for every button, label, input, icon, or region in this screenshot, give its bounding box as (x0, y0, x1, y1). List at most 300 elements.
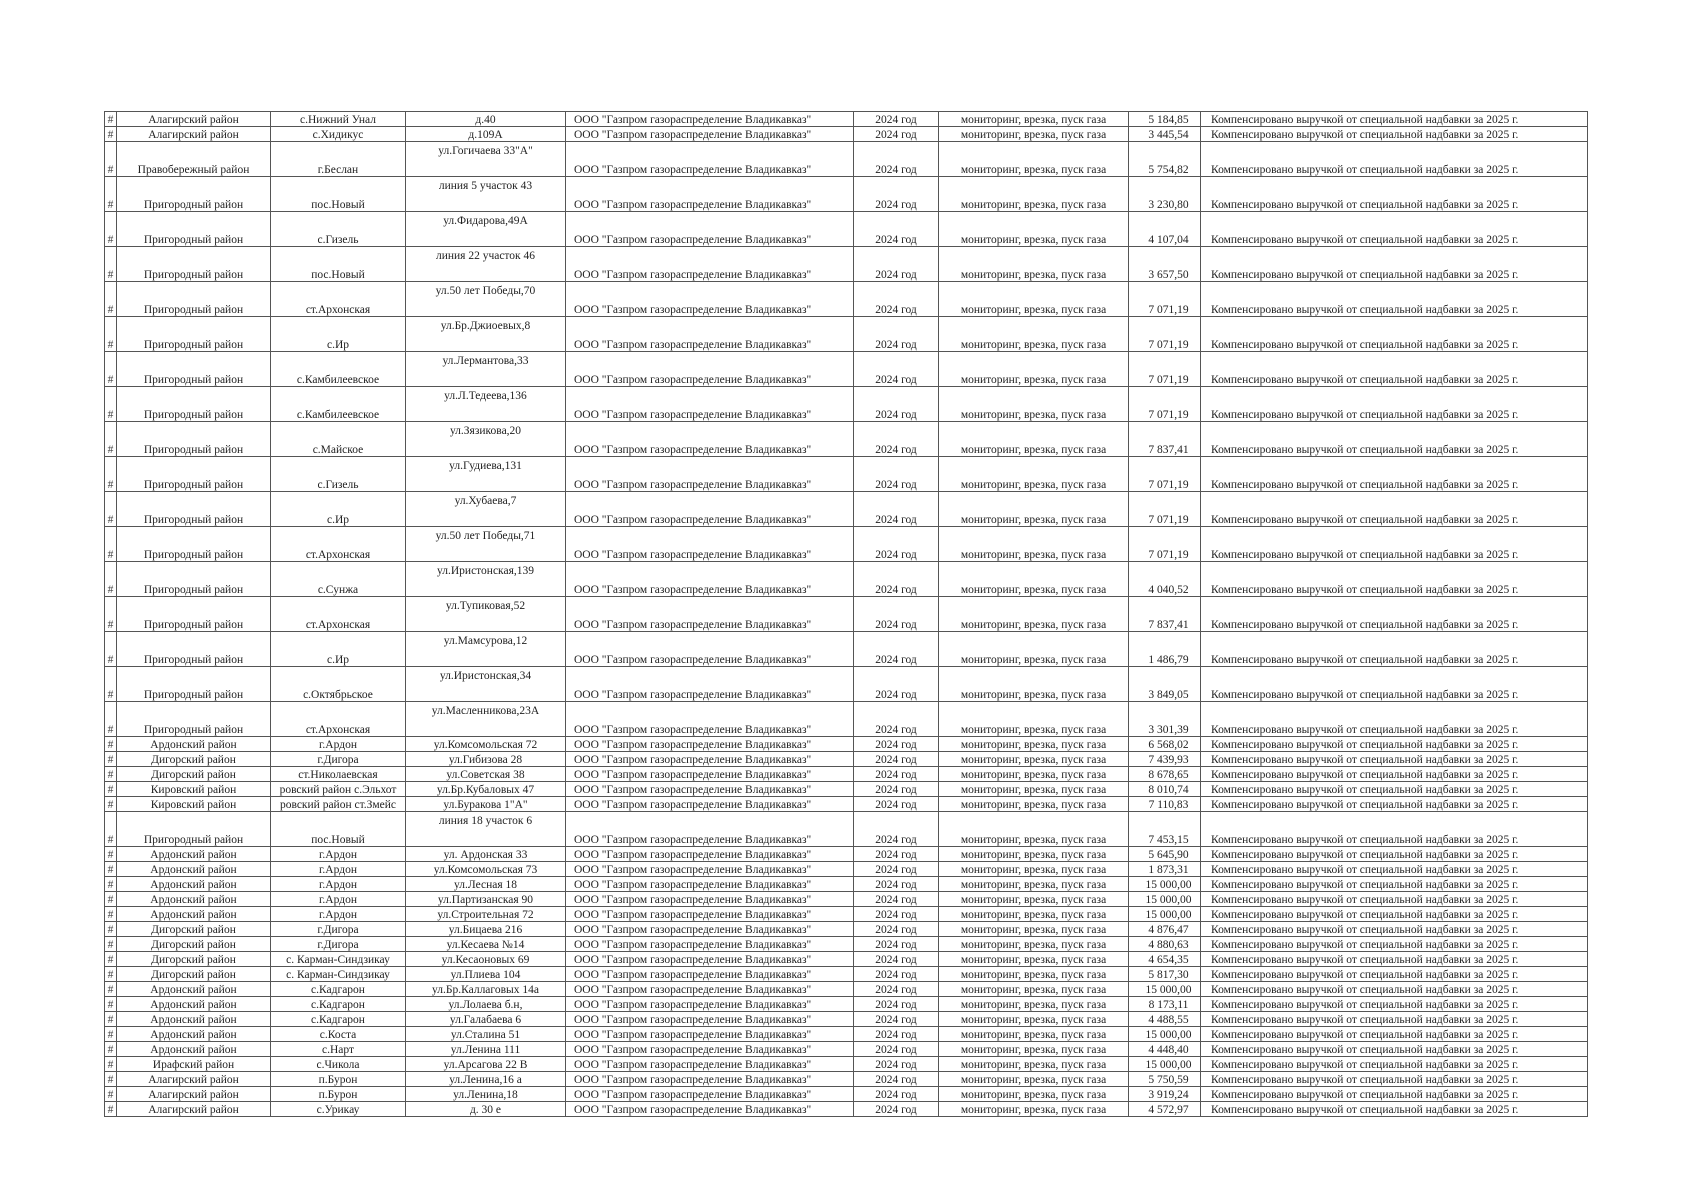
row-number-cell: # (105, 632, 117, 667)
note-cell: Компенсировано выручкой от специальной надбавки за 2025 г. (1201, 282, 1588, 317)
organization-cell: ООО "Газпром газораспределение Владикавказ" (566, 922, 854, 937)
organization-cell: ООО "Газпром газораспределение Владикавказ" (566, 847, 854, 862)
work-type-cell: мониторинг, врезка, пуск газа (939, 1012, 1129, 1027)
organization-cell: ООО "Газпром газораспределение Владикавказ" (566, 702, 854, 737)
work-type-cell: мониторинг, врезка, пуск газа (939, 527, 1129, 562)
address-cell: ул.Иристонская,139 (406, 562, 566, 597)
amount-cell: 5 184,85 (1129, 112, 1201, 127)
row-number-cell: # (105, 527, 117, 562)
work-type-cell: мониторинг, врезка, пуск газа (939, 997, 1129, 1012)
district-cell: Пригородный район (117, 702, 271, 737)
organization-cell: ООО "Газпром газораспределение Владикавказ" (566, 812, 854, 847)
amount-cell: 4 654,35 (1129, 952, 1201, 967)
district-cell: Пригородный район (117, 422, 271, 457)
settlement-cell: с. Карман-Синдзикау (271, 952, 406, 967)
table-row (105, 112, 1588, 127)
work-type-cell: мониторинг, врезка, пуск газа (939, 422, 1129, 457)
year-cell: 2024 год (854, 212, 939, 247)
table-row (105, 387, 1588, 422)
address-cell: ул.Плиева 104 (406, 967, 566, 982)
table-row (105, 1027, 1588, 1042)
table-row (105, 907, 1588, 922)
table-row (105, 797, 1588, 812)
work-type-cell: мониторинг, врезка, пуск газа (939, 177, 1129, 212)
amount-cell: 7 837,41 (1129, 597, 1201, 632)
district-cell: Пригородный район (117, 352, 271, 387)
district-cell: Алагирский район (117, 1072, 271, 1087)
address-cell: ул.Иристонская,34 (406, 667, 566, 702)
work-type-cell: мониторинг, врезка, пуск газа (939, 457, 1129, 492)
district-cell: Ардонский район (117, 862, 271, 877)
work-type-cell: мониторинг, врезка, пуск газа (939, 1027, 1129, 1042)
row-number-cell: # (105, 562, 117, 597)
organization-cell: ООО "Газпром газораспределение Владикавказ" (566, 1027, 854, 1042)
gas-connection-table (104, 111, 1588, 1117)
note-cell: Компенсировано выручкой от специальной надбавки за 2025 г. (1201, 1102, 1588, 1117)
organization-cell: ООО "Газпром газораспределение Владикавказ" (566, 492, 854, 527)
settlement-cell: с.Кадгарон (271, 982, 406, 997)
note-cell: Компенсировано выручкой от специальной надбавки за 2025 г. (1201, 862, 1588, 877)
year-cell: 2024 год (854, 1042, 939, 1057)
amount-cell: 8 678,65 (1129, 767, 1201, 782)
row-number-cell: # (105, 877, 117, 892)
work-type-cell: мониторинг, врезка, пуск газа (939, 127, 1129, 142)
amount-cell: 4 040,52 (1129, 562, 1201, 597)
row-number-cell: # (105, 352, 117, 387)
district-cell: Ардонский район (117, 847, 271, 862)
table-row (105, 492, 1588, 527)
amount-cell: 4 876,47 (1129, 922, 1201, 937)
settlement-cell: с.Нижний Унал (271, 112, 406, 127)
amount-cell: 5 645,90 (1129, 847, 1201, 862)
work-type-cell: мониторинг, врезка, пуск газа (939, 112, 1129, 127)
work-type-cell: мониторинг, врезка, пуск газа (939, 247, 1129, 282)
settlement-cell: с.Камбилеевское (271, 352, 406, 387)
row-number-cell: # (105, 907, 117, 922)
year-cell: 2024 год (854, 997, 939, 1012)
work-type-cell: мониторинг, врезка, пуск газа (939, 492, 1129, 527)
note-cell: Компенсировано выручкой от специальной надбавки за 2025 г. (1201, 702, 1588, 737)
row-number-cell: # (105, 127, 117, 142)
amount-cell: 8 173,11 (1129, 997, 1201, 1012)
organization-cell: ООО "Газпром газораспределение Владикавказ" (566, 797, 854, 812)
district-cell: Алагирский район (117, 1102, 271, 1117)
settlement-cell: ст.Архонская (271, 597, 406, 632)
note-cell: Компенсировано выручкой от специальной надбавки за 2025 г. (1201, 892, 1588, 907)
amount-cell: 7 071,19 (1129, 527, 1201, 562)
district-cell: Ардонский район (117, 997, 271, 1012)
table-row (105, 952, 1588, 967)
organization-cell: ООО "Газпром газораспределение Владикавказ" (566, 997, 854, 1012)
district-cell: Пригородный район (117, 212, 271, 247)
address-cell: ул.Кесаева №14 (406, 937, 566, 952)
table-row (105, 892, 1588, 907)
address-cell: ул.Бицаева 216 (406, 922, 566, 937)
table-row (105, 177, 1588, 212)
settlement-cell: пос.Новый (271, 812, 406, 847)
table-row (105, 352, 1588, 387)
note-cell: Компенсировано выручкой от специальной надбавки за 2025 г. (1201, 922, 1588, 937)
organization-cell: ООО "Газпром газораспределение Владикавказ" (566, 317, 854, 352)
organization-cell: ООО "Газпром газораспределение Владикавказ" (566, 177, 854, 212)
note-cell: Компенсировано выручкой от специальной надбавки за 2025 г. (1201, 142, 1588, 177)
year-cell: 2024 год (854, 782, 939, 797)
note-cell: Компенсировано выручкой от специальной надбавки за 2025 г. (1201, 457, 1588, 492)
district-cell: Ардонский район (117, 907, 271, 922)
district-cell: Пригородный район (117, 177, 271, 212)
work-type-cell: мониторинг, врезка, пуск газа (939, 737, 1129, 752)
work-type-cell: мониторинг, врезка, пуск газа (939, 282, 1129, 317)
settlement-cell: ст.Архонская (271, 282, 406, 317)
district-cell: Дигорский район (117, 952, 271, 967)
note-cell: Компенсировано выручкой от специальной надбавки за 2025 г. (1201, 527, 1588, 562)
work-type-cell: мониторинг, врезка, пуск газа (939, 212, 1129, 247)
table-row (105, 982, 1588, 997)
district-cell: Дигорский район (117, 937, 271, 952)
settlement-cell: с.Камбилеевское (271, 387, 406, 422)
address-cell: ул.Партизанская 90 (406, 892, 566, 907)
work-type-cell: мониторинг, врезка, пуск газа (939, 952, 1129, 967)
amount-cell: 6 568,02 (1129, 737, 1201, 752)
address-cell: ул.Строительная 72 (406, 907, 566, 922)
table-row (105, 282, 1588, 317)
row-number-cell: # (105, 667, 117, 702)
organization-cell: ООО "Газпром газораспределение Владикавказ" (566, 112, 854, 127)
organization-cell: ООО "Газпром газораспределение Владикавказ" (566, 142, 854, 177)
note-cell: Компенсировано выручкой от специальной надбавки за 2025 г. (1201, 112, 1588, 127)
amount-cell: 3 657,50 (1129, 247, 1201, 282)
note-cell: Компенсировано выручкой от специальной надбавки за 2025 г. (1201, 767, 1588, 782)
settlement-cell: с.Кадгарон (271, 997, 406, 1012)
row-number-cell: # (105, 1072, 117, 1087)
organization-cell: ООО "Газпром газораспределение Владикавказ" (566, 562, 854, 597)
organization-cell: ООО "Газпром газораспределение Владикавказ" (566, 422, 854, 457)
amount-cell: 1 873,31 (1129, 862, 1201, 877)
amount-cell: 3 230,80 (1129, 177, 1201, 212)
amount-cell: 4 880,63 (1129, 937, 1201, 952)
row-number-cell: # (105, 457, 117, 492)
amount-cell: 3 849,05 (1129, 667, 1201, 702)
work-type-cell: мониторинг, врезка, пуск газа (939, 387, 1129, 422)
note-cell: Компенсировано выручкой от специальной надбавки за 2025 г. (1201, 1012, 1588, 1027)
organization-cell: ООО "Газпром газораспределение Владикавказ" (566, 967, 854, 982)
table-row (105, 767, 1588, 782)
address-cell: ул.Ленина 111 (406, 1042, 566, 1057)
amount-cell: 4 107,04 (1129, 212, 1201, 247)
district-cell: Пригородный район (117, 317, 271, 352)
settlement-cell: с.Хидикус (271, 127, 406, 142)
district-cell: Пригородный район (117, 282, 271, 317)
settlement-cell: с.Гизель (271, 212, 406, 247)
amount-cell: 1 486,79 (1129, 632, 1201, 667)
settlement-cell: с. Карман-Синдзикау (271, 967, 406, 982)
note-cell: Компенсировано выручкой от специальной надбавки за 2025 г. (1201, 352, 1588, 387)
organization-cell: ООО "Газпром газораспределение Владикавказ" (566, 527, 854, 562)
row-number-cell: # (105, 797, 117, 812)
year-cell: 2024 год (854, 847, 939, 862)
address-cell: ул.Бр.Кубаловых 47 (406, 782, 566, 797)
organization-cell: ООО "Газпром газораспределение Владикавказ" (566, 1102, 854, 1117)
address-cell: ул.Масленникова,23А (406, 702, 566, 737)
address-cell: ул.Гибизова 28 (406, 752, 566, 767)
settlement-cell: ровский район ст.Змейс (271, 797, 406, 812)
year-cell: 2024 год (854, 1027, 939, 1042)
settlement-cell: г.Ардон (271, 847, 406, 862)
work-type-cell: мониторинг, врезка, пуск газа (939, 877, 1129, 892)
table-row (105, 247, 1588, 282)
row-number-cell: # (105, 492, 117, 527)
settlement-cell: г.Ардон (271, 892, 406, 907)
amount-cell: 7 071,19 (1129, 352, 1201, 387)
row-number-cell: # (105, 112, 117, 127)
settlement-cell: с.Урикау (271, 1102, 406, 1117)
row-number-cell: # (105, 422, 117, 457)
amount-cell: 7 453,15 (1129, 812, 1201, 847)
address-cell: ул.Лермантова,33 (406, 352, 566, 387)
organization-cell: ООО "Газпром газораспределение Владикавказ" (566, 387, 854, 422)
work-type-cell: мониторинг, врезка, пуск газа (939, 847, 1129, 862)
district-cell: Пригородный район (117, 667, 271, 702)
note-cell: Компенсировано выручкой от специальной надбавки за 2025 г. (1201, 632, 1588, 667)
note-cell: Компенсировано выручкой от специальной надбавки за 2025 г. (1201, 1057, 1588, 1072)
year-cell: 2024 год (854, 597, 939, 632)
table-row (105, 142, 1588, 177)
work-type-cell: мониторинг, врезка, пуск газа (939, 907, 1129, 922)
organization-cell: ООО "Газпром газораспределение Владикавказ" (566, 907, 854, 922)
organization-cell: ООО "Газпром газораспределение Владикавказ" (566, 752, 854, 767)
note-cell: Компенсировано выручкой от специальной надбавки за 2025 г. (1201, 212, 1588, 247)
note-cell: Компенсировано выручкой от специальной надбавки за 2025 г. (1201, 937, 1588, 952)
table-row (105, 562, 1588, 597)
year-cell: 2024 год (854, 142, 939, 177)
table-row (105, 922, 1588, 937)
note-cell: Компенсировано выручкой от специальной надбавки за 2025 г. (1201, 782, 1588, 797)
settlement-cell: г.Ардон (271, 907, 406, 922)
table-row (105, 967, 1588, 982)
address-cell: д. 30 е (406, 1102, 566, 1117)
note-cell: Компенсировано выручкой от специальной надбавки за 2025 г. (1201, 752, 1588, 767)
work-type-cell: мониторинг, врезка, пуск газа (939, 632, 1129, 667)
amount-cell: 15 000,00 (1129, 1027, 1201, 1042)
organization-cell: ООО "Газпром газораспределение Владикавказ" (566, 457, 854, 492)
table-row (105, 317, 1588, 352)
row-number-cell: # (105, 142, 117, 177)
address-cell: ул.Кесаоновых 69 (406, 952, 566, 967)
address-cell: ул.Ленина,16 а (406, 1072, 566, 1087)
settlement-cell: с.Коста (271, 1027, 406, 1042)
note-cell: Компенсировано выручкой от специальной надбавки за 2025 г. (1201, 967, 1588, 982)
note-cell: Компенсировано выручкой от специальной надбавки за 2025 г. (1201, 177, 1588, 212)
settlement-cell: с.Гизель (271, 457, 406, 492)
organization-cell: ООО "Газпром газораспределение Владикавказ" (566, 877, 854, 892)
amount-cell: 7 071,19 (1129, 457, 1201, 492)
settlement-cell: г.Ардон (271, 862, 406, 877)
work-type-cell: мониторинг, врезка, пуск газа (939, 812, 1129, 847)
organization-cell: ООО "Газпром газораспределение Владикавказ" (566, 632, 854, 667)
year-cell: 2024 год (854, 967, 939, 982)
table-row (105, 782, 1588, 797)
address-cell: ул.50 лет Победы,71 (406, 527, 566, 562)
work-type-cell: мониторинг, врезка, пуск газа (939, 702, 1129, 737)
row-number-cell: # (105, 922, 117, 937)
row-number-cell: # (105, 737, 117, 752)
district-cell: Ардонский район (117, 737, 271, 752)
row-number-cell: # (105, 247, 117, 282)
note-cell: Компенсировано выручкой от специальной надбавки за 2025 г. (1201, 907, 1588, 922)
amount-cell: 15 000,00 (1129, 892, 1201, 907)
organization-cell: ООО "Газпром газораспределение Владикавказ" (566, 352, 854, 387)
note-cell: Компенсировано выручкой от специальной надбавки за 2025 г. (1201, 952, 1588, 967)
note-cell: Компенсировано выручкой от специальной надбавки за 2025 г. (1201, 1042, 1588, 1057)
district-cell: Пригородный район (117, 457, 271, 492)
organization-cell: ООО "Газпром газораспределение Владикавказ" (566, 1057, 854, 1072)
address-cell: ул.Фидарова,49А (406, 212, 566, 247)
amount-cell: 3 301,39 (1129, 702, 1201, 737)
row-number-cell: # (105, 782, 117, 797)
row-number-cell: # (105, 997, 117, 1012)
row-number-cell: # (105, 862, 117, 877)
year-cell: 2024 год (854, 907, 939, 922)
address-cell: ул. Ардонская 33 (406, 847, 566, 862)
year-cell: 2024 год (854, 1072, 939, 1087)
address-cell: ул.Арсагова 22 В (406, 1057, 566, 1072)
row-number-cell: # (105, 752, 117, 767)
note-cell: Компенсировано выручкой от специальной надбавки за 2025 г. (1201, 317, 1588, 352)
year-cell: 2024 год (854, 317, 939, 352)
amount-cell: 5 817,30 (1129, 967, 1201, 982)
year-cell: 2024 год (854, 892, 939, 907)
work-type-cell: мониторинг, врезка, пуск газа (939, 352, 1129, 387)
table-row (105, 847, 1588, 862)
work-type-cell: мониторинг, врезка, пуск газа (939, 752, 1129, 767)
address-cell: ул.Бр.Каллаговых 14а (406, 982, 566, 997)
organization-cell: ООО "Газпром газораспределение Владикавказ" (566, 952, 854, 967)
district-cell: Ардонский район (117, 1042, 271, 1057)
table-row (105, 997, 1588, 1012)
amount-cell: 7 110,83 (1129, 797, 1201, 812)
district-cell: Ардонский район (117, 877, 271, 892)
address-cell: ул.Советская 38 (406, 767, 566, 782)
year-cell: 2024 год (854, 937, 939, 952)
district-cell: Алагирский район (117, 1087, 271, 1102)
work-type-cell: мониторинг, врезка, пуск газа (939, 862, 1129, 877)
district-cell: Дигорский район (117, 752, 271, 767)
table-row (105, 212, 1588, 247)
work-type-cell: мониторинг, врезка, пуск газа (939, 142, 1129, 177)
address-cell: ул.Ленина,18 (406, 1087, 566, 1102)
district-cell: Ирафский район (117, 1057, 271, 1072)
table-row (105, 1087, 1588, 1102)
settlement-cell: с.Нарт (271, 1042, 406, 1057)
table-row (105, 422, 1588, 457)
note-cell: Компенсировано выручкой от специальной надбавки за 2025 г. (1201, 982, 1588, 997)
row-number-cell: # (105, 387, 117, 422)
row-number-cell: # (105, 892, 117, 907)
organization-cell: ООО "Газпром газораспределение Владикавказ" (566, 737, 854, 752)
work-type-cell: мониторинг, врезка, пуск газа (939, 1042, 1129, 1057)
settlement-cell: г.Дигора (271, 752, 406, 767)
settlement-cell: ст.Архонская (271, 702, 406, 737)
organization-cell: ООО "Газпром газораспределение Владикавказ" (566, 892, 854, 907)
address-cell: ул.Гогичаева 33"А" (406, 142, 566, 177)
amount-cell: 4 488,55 (1129, 1012, 1201, 1027)
year-cell: 2024 год (854, 352, 939, 387)
table-row (105, 1042, 1588, 1057)
address-cell: ул.Гудиева,131 (406, 457, 566, 492)
district-cell: Ардонский район (117, 982, 271, 997)
settlement-cell: п.Бурон (271, 1072, 406, 1087)
district-cell: Дигорский район (117, 967, 271, 982)
district-cell: Алагирский район (117, 127, 271, 142)
address-cell: ул.Галабаева 6 (406, 1012, 566, 1027)
address-cell: ул.50 лет Победы,70 (406, 282, 566, 317)
address-cell: ул.Л.Тедеева,136 (406, 387, 566, 422)
year-cell: 2024 год (854, 527, 939, 562)
table-row (105, 737, 1588, 752)
address-cell: ул.Зязикова,20 (406, 422, 566, 457)
table-row (105, 457, 1588, 492)
address-cell: линия 5 участок 43 (406, 177, 566, 212)
year-cell: 2024 год (854, 177, 939, 212)
settlement-cell: г.Дигора (271, 922, 406, 937)
year-cell: 2024 год (854, 457, 939, 492)
table-row (105, 1057, 1588, 1072)
year-cell: 2024 год (854, 877, 939, 892)
organization-cell: ООО "Газпром газораспределение Владикавказ" (566, 862, 854, 877)
row-number-cell: # (105, 1087, 117, 1102)
note-cell: Компенсировано выручкой от специальной надбавки за 2025 г. (1201, 737, 1588, 752)
amount-cell: 7 071,19 (1129, 317, 1201, 352)
amount-cell: 4 448,40 (1129, 1042, 1201, 1057)
address-cell: ул.Лесная 18 (406, 877, 566, 892)
row-number-cell: # (105, 847, 117, 862)
year-cell: 2024 год (854, 127, 939, 142)
year-cell: 2024 год (854, 667, 939, 702)
settlement-cell: с.Октябрьское (271, 667, 406, 702)
amount-cell: 15 000,00 (1129, 907, 1201, 922)
organization-cell: ООО "Газпром газораспределение Владикавказ" (566, 212, 854, 247)
work-type-cell: мониторинг, врезка, пуск газа (939, 1087, 1129, 1102)
settlement-cell: пос.Новый (271, 177, 406, 212)
table-row (105, 127, 1588, 142)
amount-cell: 7 071,19 (1129, 492, 1201, 527)
row-number-cell: # (105, 1042, 117, 1057)
district-cell: Дигорский район (117, 767, 271, 782)
year-cell: 2024 год (854, 247, 939, 282)
settlement-cell: г.Ардон (271, 877, 406, 892)
year-cell: 2024 год (854, 952, 939, 967)
year-cell: 2024 год (854, 702, 939, 737)
table-row (105, 527, 1588, 562)
year-cell: 2024 год (854, 752, 939, 767)
work-type-cell: мониторинг, врезка, пуск газа (939, 667, 1129, 702)
address-cell: ул.Тупиковая,52 (406, 597, 566, 632)
row-number-cell: # (105, 317, 117, 352)
note-cell: Компенсировано выручкой от специальной надбавки за 2025 г. (1201, 812, 1588, 847)
settlement-cell: ст.Архонская (271, 527, 406, 562)
district-cell: Пригородный район (117, 527, 271, 562)
amount-cell: 7 439,93 (1129, 752, 1201, 767)
work-type-cell: мониторинг, врезка, пуск газа (939, 317, 1129, 352)
table-row (105, 632, 1588, 667)
work-type-cell: мониторинг, врезка, пуск газа (939, 1057, 1129, 1072)
settlement-cell: с.Ир (271, 492, 406, 527)
note-cell: Компенсировано выручкой от специальной надбавки за 2025 г. (1201, 127, 1588, 142)
year-cell: 2024 год (854, 1102, 939, 1117)
settlement-cell: с.Чикола (271, 1057, 406, 1072)
organization-cell: ООО "Газпром газораспределение Владикавказ" (566, 1042, 854, 1057)
year-cell: 2024 год (854, 387, 939, 422)
